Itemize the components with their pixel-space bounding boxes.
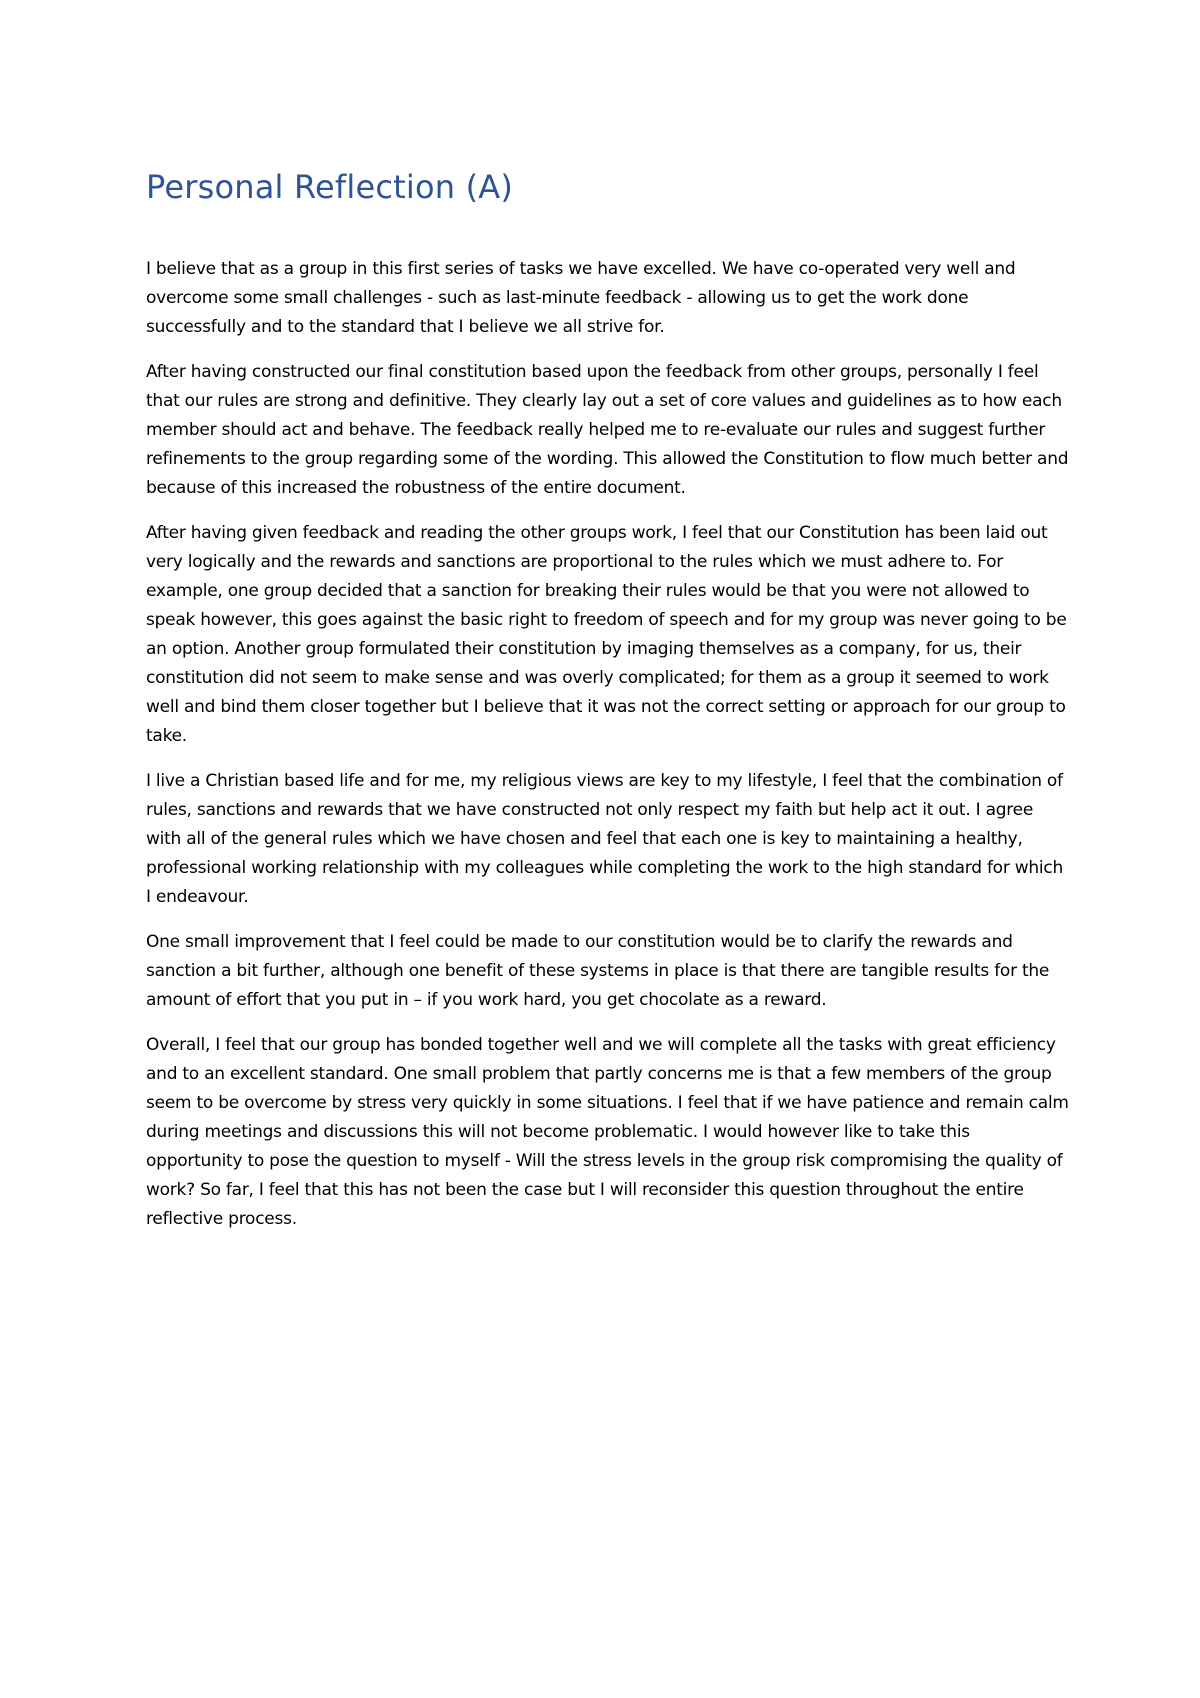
paragraph-3: After having given feedback and reading the other groups work, I feel that our Constitution has been laid out very logically and the rewards and sanctions are proportional to the rules which we must adhere to. For example, one group decided that a sanction for breaking their rules would be that you were not allowed to speak however, this goes against the basic right to freedom of speech and for my group was never going to be an option. Another group formulated their constitution by imaging themselves as a company, for us, their constitution did not seem to make sense and was overly complicated; for them as a group it seemed to work well and bind them closer together but I believe that it was not the correct setting or approach for our group to take. [146, 523, 1067, 746]
paragraph-2: After having constructed our final constitution based upon the feedback from other groups, personally I feel that our rules are strong and definitive. They clearly lay out a set of core values and guidelines as to how each member should act and behave. The feedback really helped me to re-evaluate our rules and suggest further refinements to the group regarding some of the wording. This allowed the Constitution to flow much better and because of this increased the robustness of the entire document. [146, 362, 1069, 498]
document-body [146, 255, 1070, 1234]
paragraph-6: Overall, I feel that our group has bonded together well and we will complete all the tasks with great efficiency and to an excellent standard. One small problem that partly concerns me is that a few members of the group seem to be overcome by stress very quickly in some situations. I feel that if we have patience and remain calm during meetings and discussions this will not become problematic. I would however like to take this opportunity to pose the question to myself - Will the stress levels in the group risk compromising the quality of work? So far, I feel that this has not been the case but I will reconsider this question throughout the entire reflective process. [146, 1035, 1069, 1229]
paragraph-1: I believe that as a group in this first series of tasks we have excelled. We have co-operated very well and overcome some small challenges - such as last-minute feedback - allowing us to get the work done successfully and to the standard that I believe we all strive for. [146, 259, 1016, 337]
paragraph-5: One small improvement that I feel could be made to our constitution would be to clarify the rewards and sanction a bit further, although one benefit of these systems in place is that there are tangible results for the amount of effort that you put in – if you work hard, you get chocolate as a reward. [146, 932, 1050, 1010]
document-title: Personal Reflection (A) [146, 168, 514, 206]
paragraph-4: I live a Christian based life and for me, my religious views are key to my lifestyle, I feel that the combination of rules, sanctions and rewards that we have constructed not only respect my faith but help act it out. I agree with all of the general rules which we have chosen and feel that each one is key to maintaining a healthy, professional working relationship with my colleagues while completing the work to the high standard for which I endeavour. [146, 771, 1063, 907]
